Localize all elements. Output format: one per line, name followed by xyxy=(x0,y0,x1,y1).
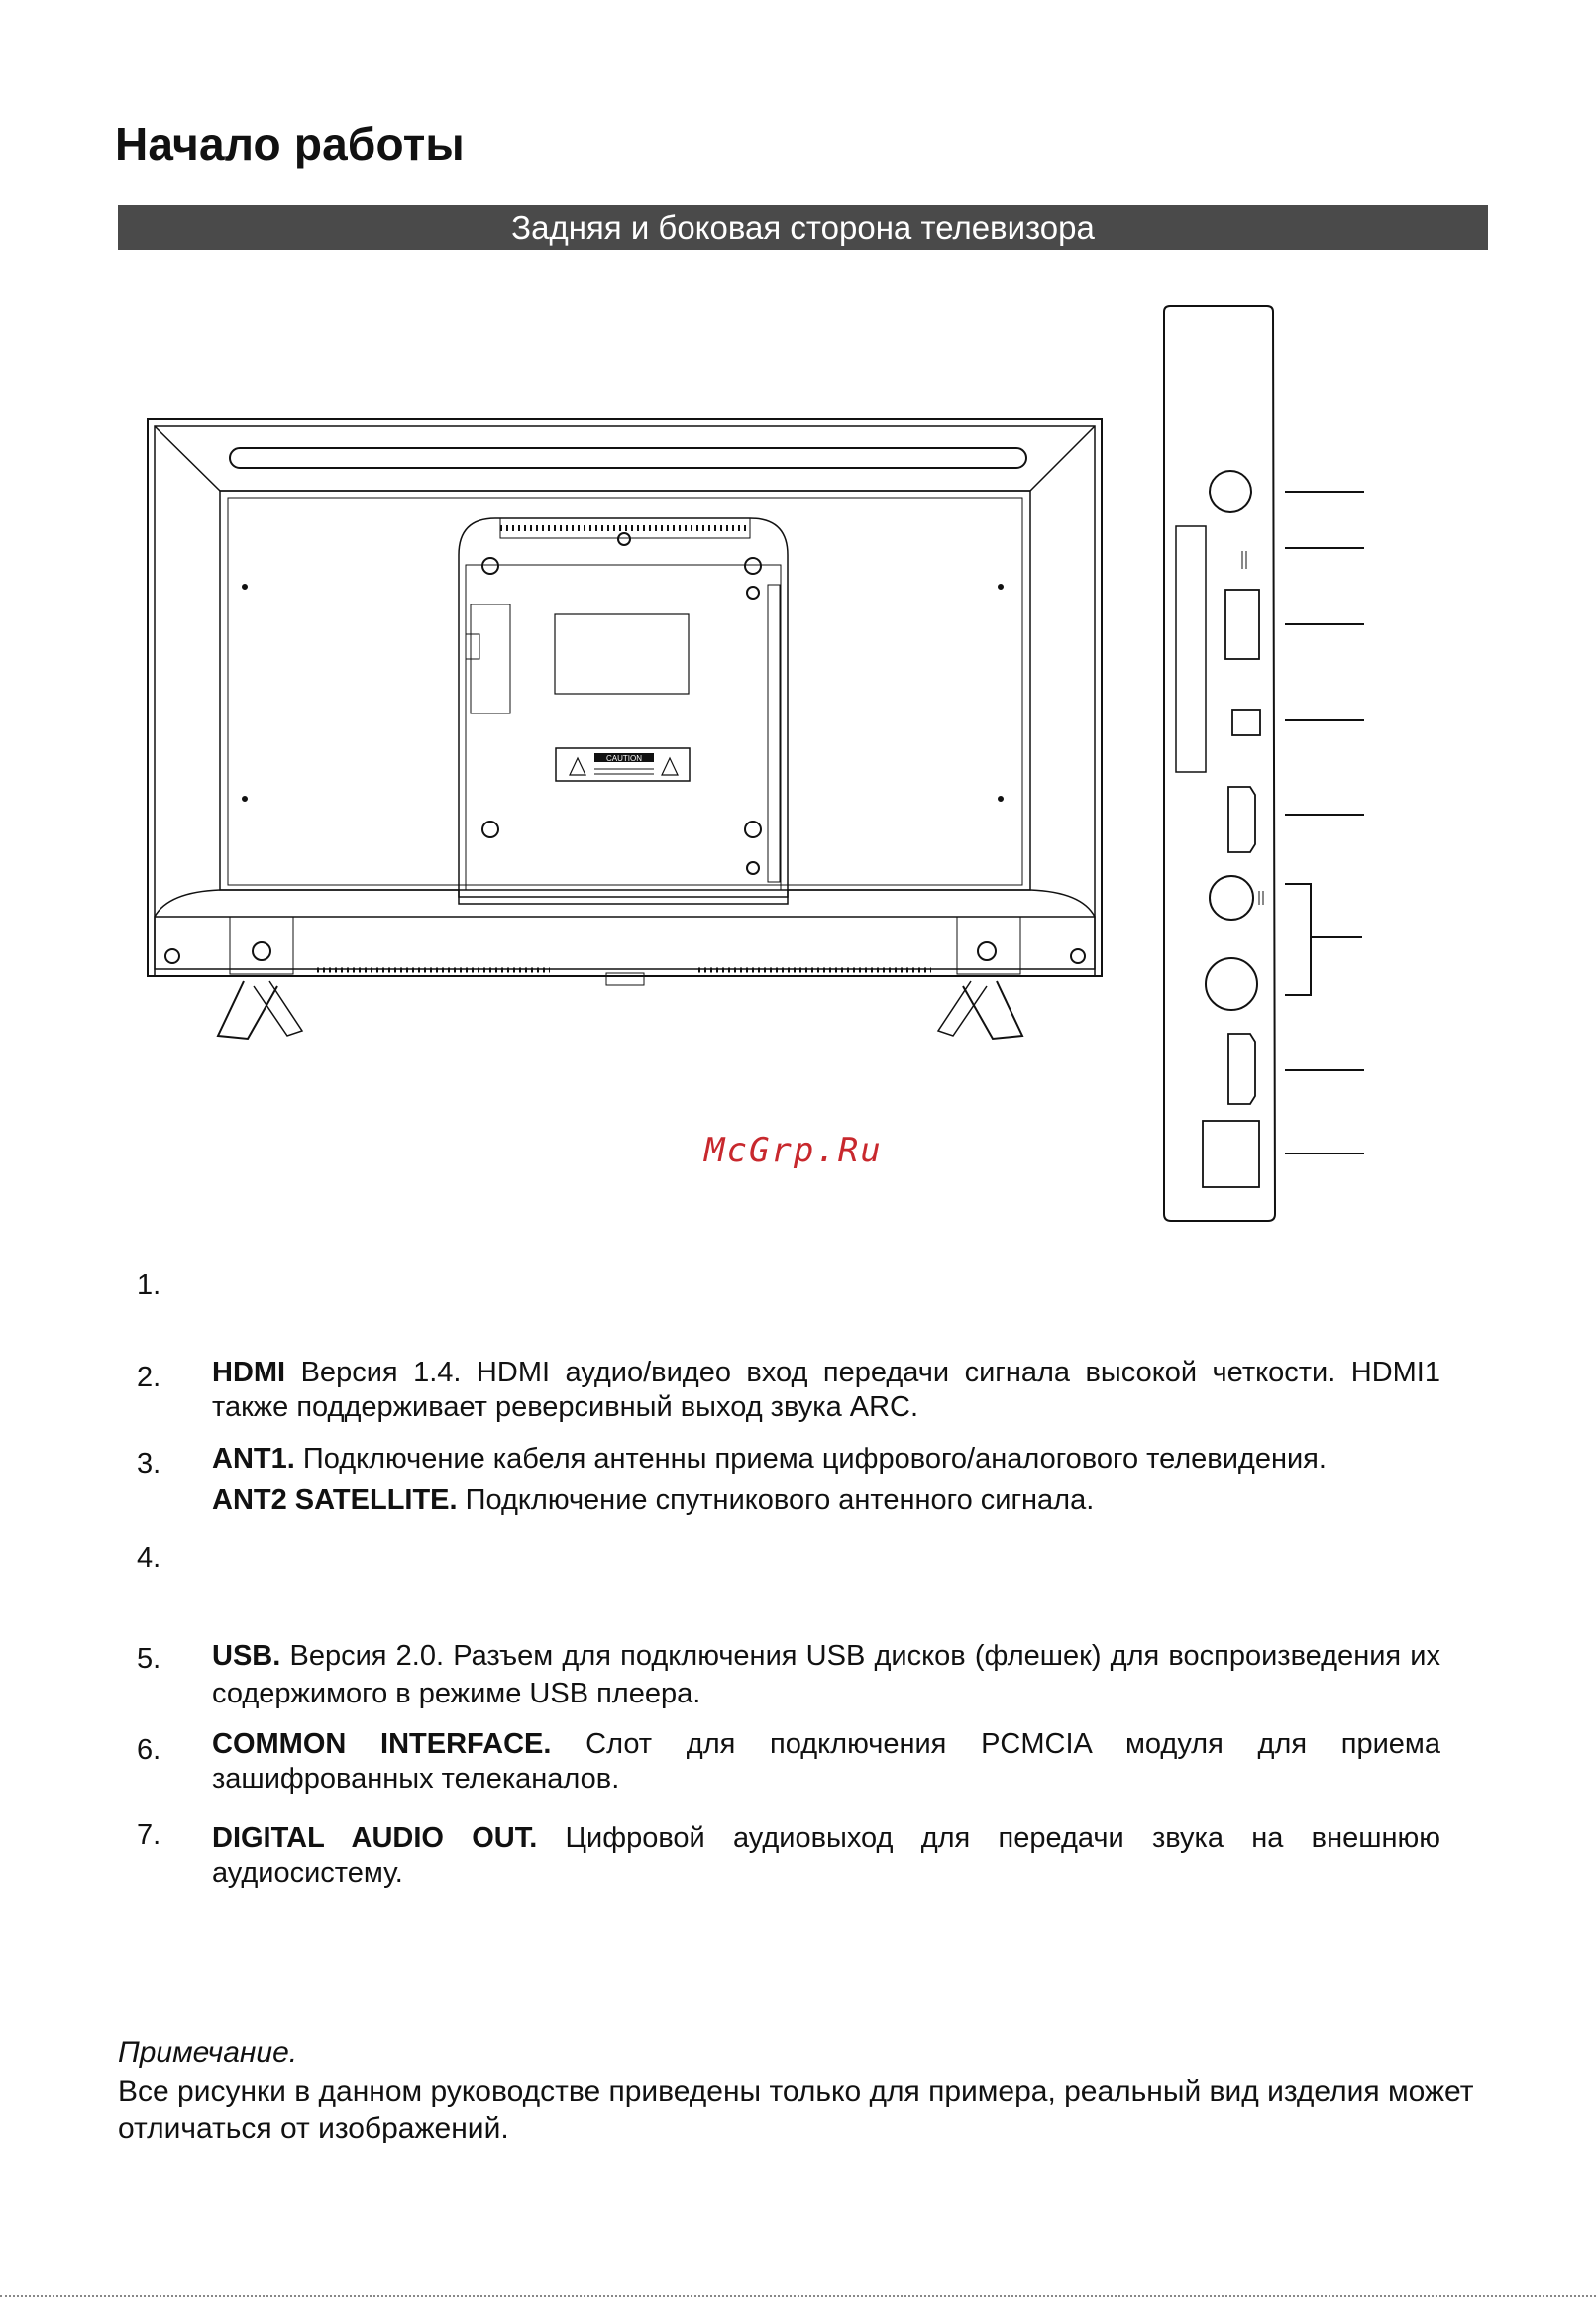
item-description xyxy=(212,1356,1440,1425)
hdmi-port-2 xyxy=(1228,1034,1255,1104)
item-description-2 xyxy=(212,1483,1440,1518)
connector-1 xyxy=(1210,471,1251,512)
item-text: Версия 1.4. HDMI аудио/видео вход передачи сигнала высокой четкости. HDMI1 также поддерживает реверсивный выход звука ARC. xyxy=(212,1357,1440,1423)
caution-label xyxy=(556,748,690,781)
item-description xyxy=(212,1637,1440,1712)
note-text: Все рисунки в данном руководстве приведены только для примера, реальный вид изделия может отличаться от изображений. xyxy=(118,2075,1474,2144)
tv-back-panel xyxy=(148,419,1102,1039)
page-bottom-rule xyxy=(0,2295,1596,2297)
item-text: Подключение кабеля антенны приема цифрового/аналогового телевидения. xyxy=(294,1443,1327,1475)
item-number: 1. xyxy=(137,1269,161,1301)
item-term: ANT2 SATELLITE. xyxy=(212,1484,458,1516)
item-term: HDMI xyxy=(212,1357,286,1388)
hdmi-port-1 xyxy=(1228,787,1255,852)
item-text: Версия 2.0. Разъем для подключения USB дисков (флешек) для воспроизведения их содержимого в режиме USB плеера. xyxy=(212,1640,1440,1709)
usb-port xyxy=(1225,590,1259,659)
item-text: Подключение спутникового антенного сигнала. xyxy=(457,1484,1095,1516)
item-number: 6. xyxy=(137,1734,161,1766)
connector-lan xyxy=(1203,1121,1259,1187)
item-term: USB. xyxy=(212,1640,281,1672)
item-number: 7. xyxy=(137,1819,161,1851)
item-number: 2. xyxy=(137,1362,161,1393)
digital-audio-out-port xyxy=(1232,710,1260,735)
item-number: 4. xyxy=(137,1542,161,1574)
note-title: Примечание. xyxy=(118,2036,298,2069)
item-term: COMMON INTERFACE. xyxy=(212,1728,552,1760)
common-interface-slot xyxy=(1176,526,1206,772)
item-number: 5. xyxy=(137,1643,161,1675)
side-connector-panel xyxy=(1164,306,1364,1221)
item-term: DIGITAL AUDIO OUT. xyxy=(212,1822,538,1854)
item-number: 3. xyxy=(137,1448,161,1480)
item-term: ANT1. xyxy=(212,1443,295,1475)
caution-label-text: CAUTION xyxy=(606,754,642,763)
item-text: Слот для подключения PCMCIA модуля для приема зашифрованных телеканалов. xyxy=(212,1728,1440,1795)
item-description xyxy=(212,1727,1440,1797)
ant2-satellite-port xyxy=(1210,876,1253,920)
page-title: Начало работы xyxy=(115,118,465,169)
ant1-port xyxy=(1206,958,1257,1010)
watermark: McGrp.Ru xyxy=(704,1131,883,1170)
item-text: Цифровой аудиовыход для передачи звука на внешнюю аудиосистему. xyxy=(212,1822,1440,1889)
section-header: Задняя и боковая сторона телевизора xyxy=(118,205,1488,250)
item-description xyxy=(212,1442,1440,1477)
item-description xyxy=(212,1821,1440,1891)
